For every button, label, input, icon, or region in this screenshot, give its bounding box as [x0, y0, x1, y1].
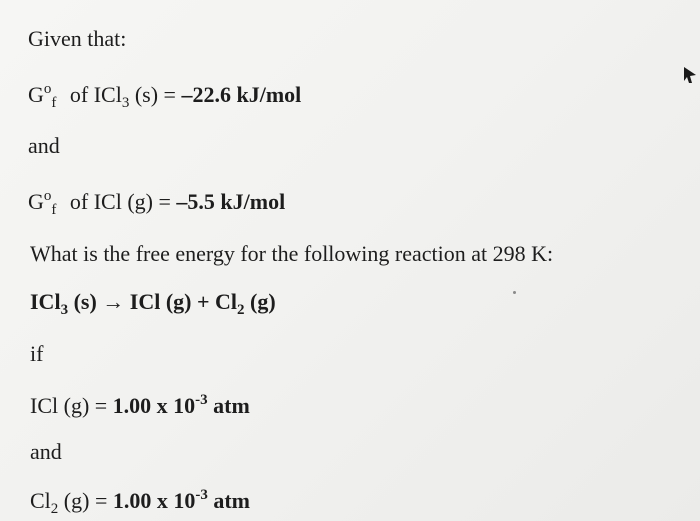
- icl3-value: –22.6 kJ/mol: [181, 82, 302, 107]
- reactant-subscript: 3: [60, 302, 69, 318]
- reaction-equation: [30, 289, 276, 318]
- reactant-formula: ICl: [30, 289, 61, 314]
- gibbs-icl3-line: [28, 81, 302, 111]
- reactant-state: (s): [73, 289, 97, 314]
- intro-text: Given that:: [28, 26, 127, 51]
- cl2-label-subscript: 2: [50, 501, 59, 517]
- cl2-label: Cl: [30, 488, 51, 513]
- icl-pressure-unit: atm: [213, 393, 250, 418]
- f-subscript: f: [51, 202, 57, 218]
- icl-pressure-value: 1.00 x 10: [112, 393, 196, 418]
- degree-superscript: o: [43, 188, 52, 204]
- g-symbol: G: [28, 189, 44, 214]
- icl3-formula: ICl: [93, 82, 122, 107]
- gibbs-icl-line: [28, 188, 286, 218]
- degree-superscript: o: [43, 81, 52, 97]
- and-text-2: and: [30, 439, 62, 464]
- icl3-state: (s) =: [134, 82, 176, 107]
- g-symbol: G: [28, 82, 44, 107]
- cl2-pressure-line: [30, 487, 251, 517]
- mouse-pointer-icon: [682, 66, 698, 84]
- icl-pressure-exponent: -3: [195, 392, 208, 408]
- if-text: if: [30, 341, 44, 366]
- reaction-arrow-icon: →: [102, 289, 125, 314]
- products-text: ICl (g) + Cl: [129, 289, 238, 314]
- cl2-pressure-value: 1.00 x 10: [112, 488, 196, 513]
- of-text: of: [69, 82, 89, 107]
- icl3-subscript: 3: [121, 95, 130, 111]
- cl2-label-state: (g) =: [63, 488, 108, 513]
- cl2-state: (g): [250, 289, 276, 314]
- icl-value: –5.5 kJ/mol: [176, 189, 286, 214]
- of-text: of: [69, 189, 89, 214]
- and-text-1: and: [28, 133, 60, 158]
- cl2-pressure-exponent: -3: [195, 487, 208, 503]
- cl2-subscript: 2: [237, 302, 245, 318]
- icl-formula: ICl (g) =: [93, 189, 171, 214]
- icl-pressure-line: [30, 392, 250, 418]
- cl2-pressure-unit: atm: [213, 488, 251, 513]
- question-text: What is the free energy for the following reaction at 298 K:: [30, 241, 554, 266]
- f-subscript: f: [51, 95, 57, 111]
- icl-pressure-label: ICl (g) =: [30, 393, 108, 418]
- stray-dot: [513, 291, 516, 294]
